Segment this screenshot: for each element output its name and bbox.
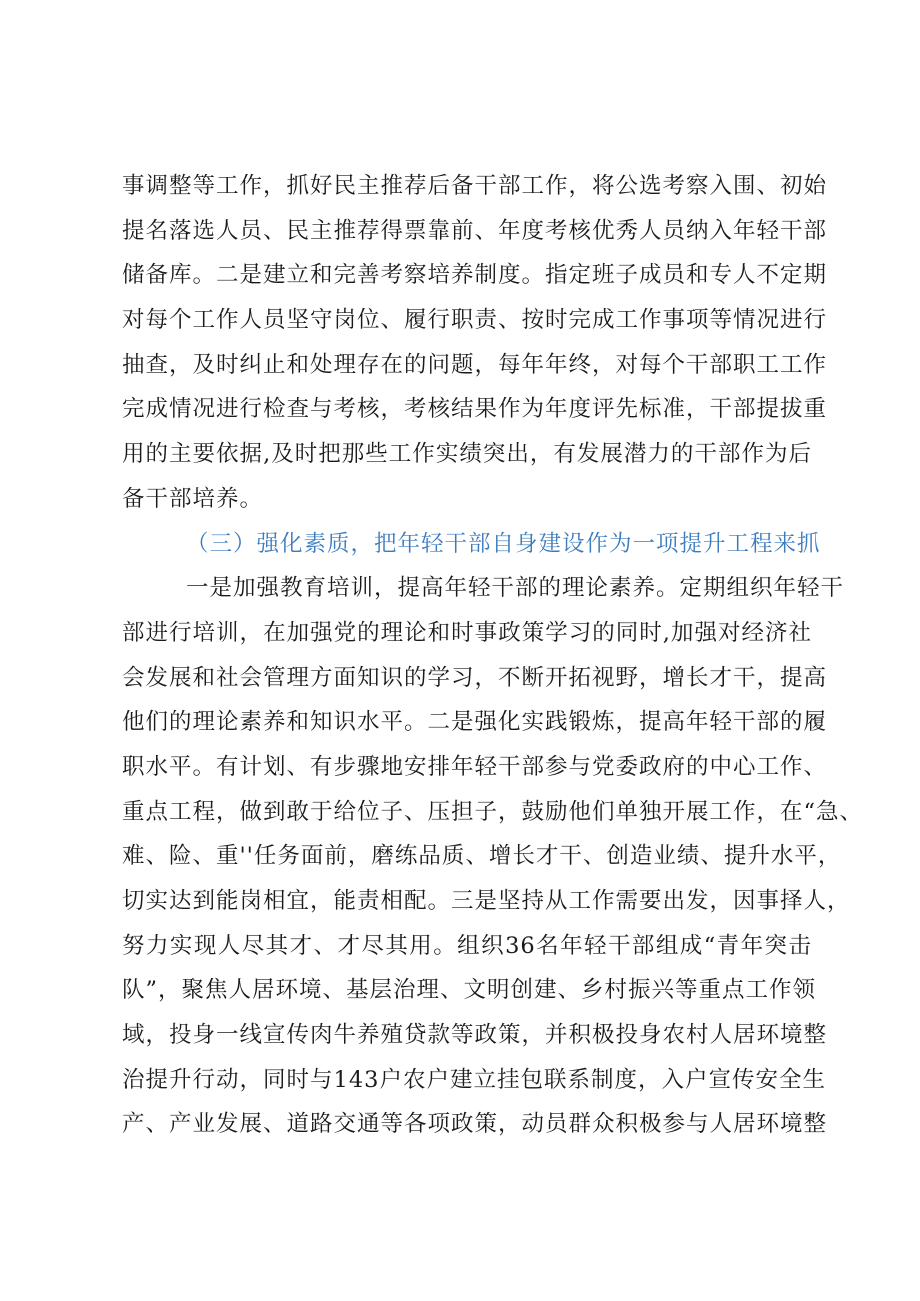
- body-line: 提名落选人员、民主推荐得票靠前、年度考核优秀人员纳入年轻干部: [122, 217, 828, 244]
- body-line: 备干部培养。: [122, 485, 264, 512]
- body-line: 职水平。有计划、有步骤地安排年轻干部参与党委政府的中心工作、: [122, 753, 828, 780]
- body-line: 努力实现人尽其才、才尽其用。组织36名年轻干部组成“青年突击: [122, 932, 812, 959]
- body-line: 切实达到能岗相宜，能责相配。三是坚持从工作需要出发，因事择人，: [122, 888, 851, 914]
- body-line: 部进行培训，在加强党的理论和时事政策学习的同时,加强对经济社: [122, 619, 812, 646]
- body-line: 一是加强教育培训，提高年轻干部的理论素养。定期组织年轻干: [186, 575, 845, 602]
- body-line: 产、产业发展、道路交通等各项政策，动员群众积极参与人居环境整: [122, 1111, 828, 1138]
- body-line: 重点工程，做到敢于给位子、压担子，鼓励他们单独开展工作，在“急、: [122, 798, 864, 825]
- body-line: 会发展和社会管理方面知识的学习，不断开拓视野，增长才干，提高: [122, 664, 828, 691]
- body-line: 完成情况进行检查与考核，考核结果作为年度评先标准，干部提拔重: [122, 396, 828, 423]
- body-line: 用的主要依据,及时把那些工作实绩突出，有发展潜力的干部作为后: [122, 441, 812, 468]
- body-line: 队”，聚焦人居环境、基层治理、文明创建、乡村振兴等重点工作领: [122, 977, 817, 1004]
- body-line: 他们的理论素养和知识水平。二是强化实践锻炼，提高年轻干部的履: [122, 709, 828, 736]
- body-line: 储备库。二是建立和完善考察培养制度。指定班子成员和专人不定期: [122, 262, 828, 289]
- body-line: 对每个工作人员坚守岗位、履行职责、按时完成工作事项等情况进行: [122, 307, 828, 334]
- body-line: 事调整等工作，抓好民主推荐后备干部工作，将公选考察入围、初始: [122, 173, 828, 199]
- body-line: 域，投身一线宣传肉牛养殖贷款等政策，并积极投身农村人居环境整: [122, 1022, 828, 1049]
- body-line: 治提升行动，同时与143户农户建立挂包联系制度，入户宣传安全生: [122, 1066, 826, 1093]
- body-line: 抽查，及时纠止和处理存在的问题，每年年终，对每个干部职工工作: [122, 351, 828, 378]
- section-heading: （三）强化素质，把年轻干部自身建设作为一项提升工程来抓: [186, 530, 821, 557]
- body-line: 难、险、重''任务面前，磨练品质、增长才干、创造业绩、提升水平，: [122, 843, 842, 870]
- document-body: [122, 164, 864, 1147]
